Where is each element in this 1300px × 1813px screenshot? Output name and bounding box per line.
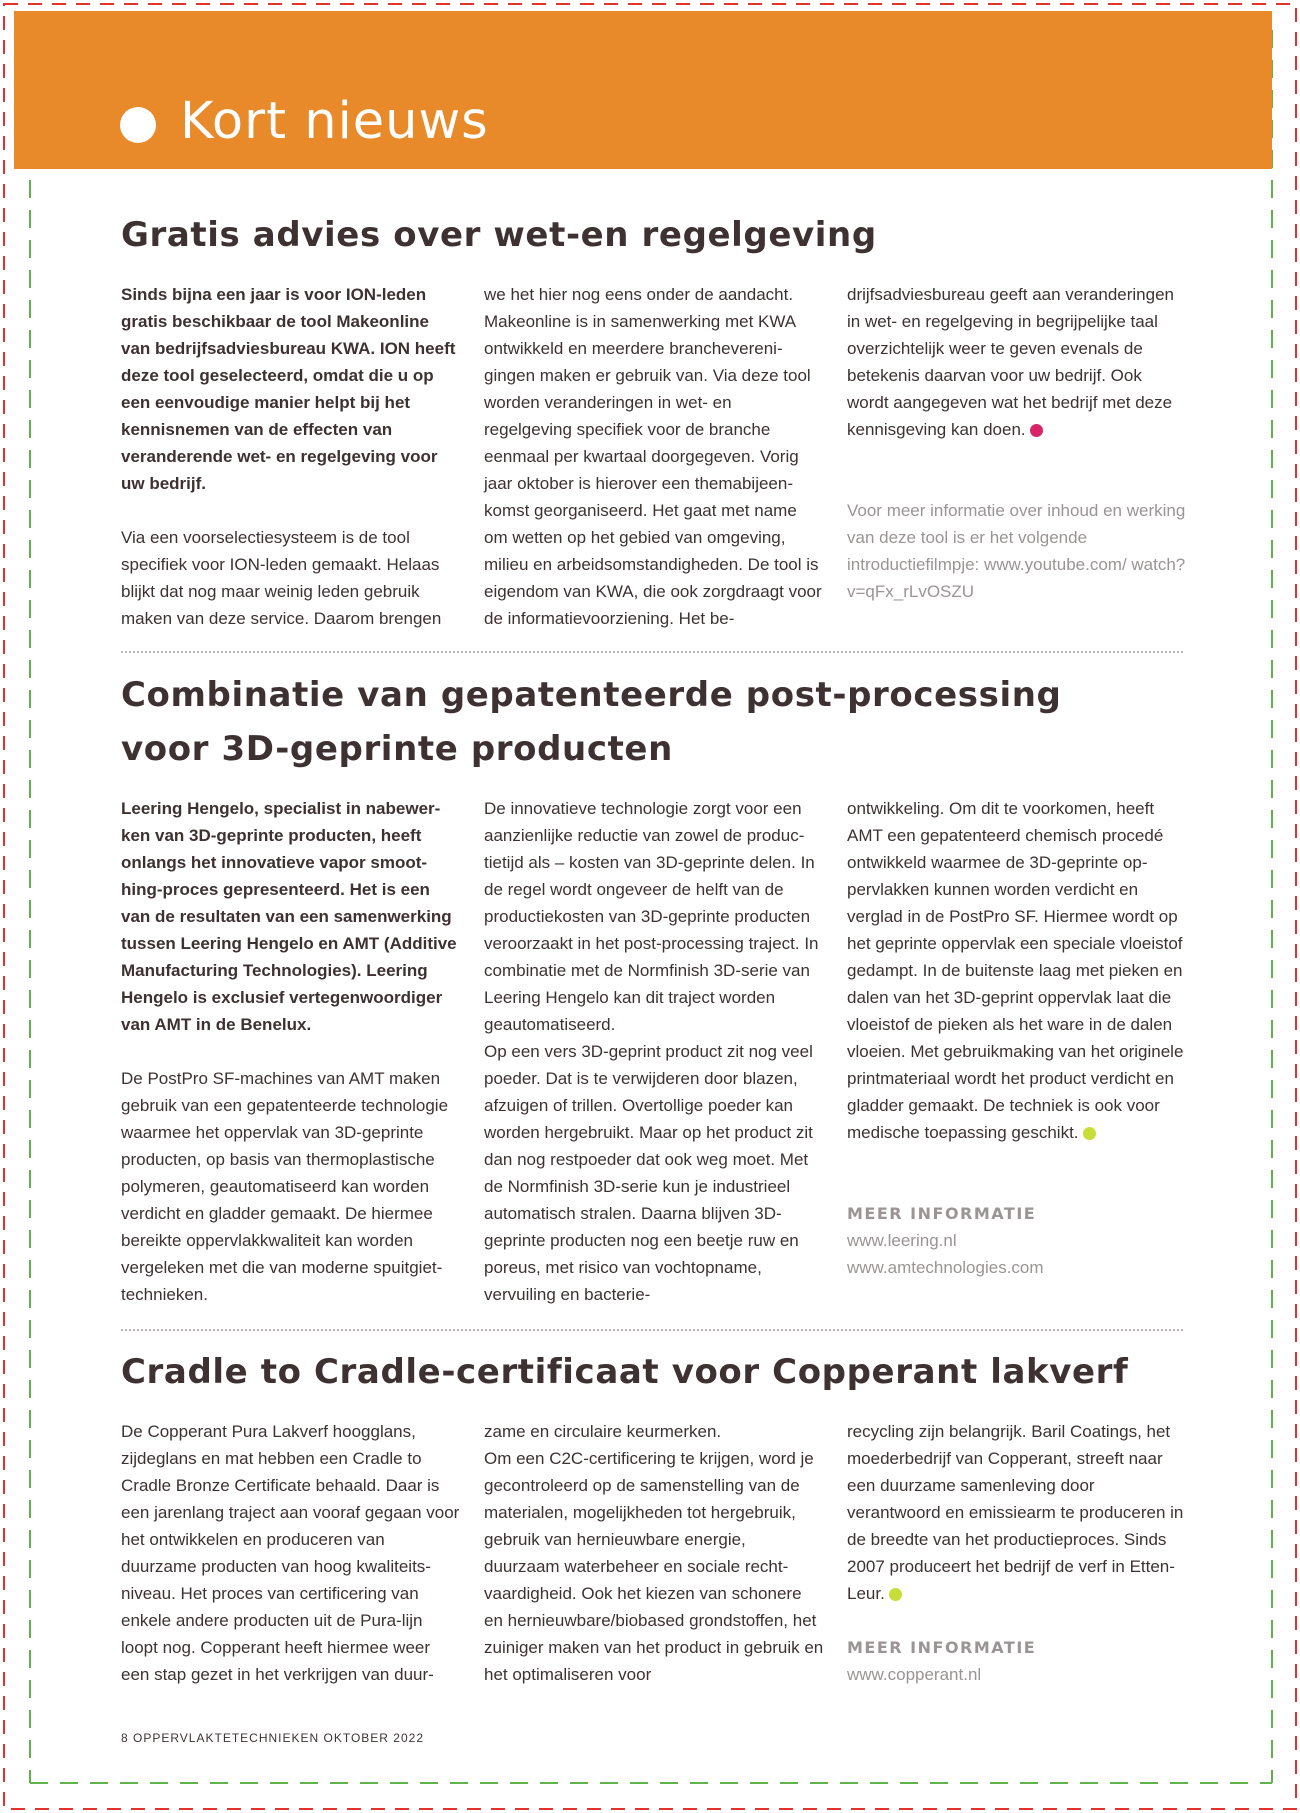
article-2-column-3 bbox=[847, 795, 1187, 1281]
article-2-column-1 bbox=[121, 795, 461, 1308]
article-3-column-3 bbox=[847, 1418, 1187, 1688]
article-3-body-3: recycling zijn belangrijk. Baril Coatings, het moederbedrijf van Copperant, streeft naar een duurzame samenleving door verantwoord en emissiearm te produceren in de breedte van het productieproces. Sinds 2007 produceert het bedrijf de verf in Etten-Leur. bbox=[847, 1422, 1184, 1603]
meer-informatie-label: MEER INFORMATIE bbox=[847, 1204, 1037, 1223]
article-2-title-line-2: voor 3D-geprinte producten bbox=[121, 729, 673, 769]
article-1-body-1: Via een voorselectiesysteem is de tool specifiek voor ION-leden gemaakt. Helaas blijkt dat nog maar weinig leden gebruik maken van deze service. Daarom brengen bbox=[121, 528, 442, 628]
page-footer: 8 OPPERVLAKTETECHNIEKEN OKTOBER 2022 bbox=[121, 1731, 424, 1745]
section-divider bbox=[121, 1329, 1183, 1331]
article-3-body-2b: Om een C2C-certificering te krijgen, word je gecontroleerd op de samenstelling van de materialen, mogelijkheden tot hergebruik, gebruik van hernieuwbare energie, duurzaam waterbeheer en sociale rechtvaardigheid. Ook het kiezen van schonere en hernieuwbare/biobased grondstoffen, het zuiniger maken van het product in gebruik en het optimaliseren voor bbox=[484, 1449, 824, 1684]
article-1-body-3: drijfsadviesbureau geeft aan veranderingen in wet- en regelgeving in begrijpelijke taal overzichtelijk weer te geven evenals de betekenis daarvan voor uw bedrijf. Ook wordt aangegeven wat het bedrijf met deze kennisgeving kan doen. bbox=[847, 285, 1175, 439]
banner-bullet-icon bbox=[120, 107, 156, 143]
article-1-info: Voor meer informatie over inhoud en werking van deze tool is er het volgende introductiefilmpje: www.youtube.com/ watch?v=qFx_rLvOSZU bbox=[847, 501, 1186, 601]
section-divider bbox=[121, 651, 1183, 653]
article-2-body-2b: Op een vers 3D-geprint product zit nog veel poeder. Dat is te verwijderen door blazen, afzuigen of trillen. Overtollige poeder kan worden hergebruikt. Maar op het product zit dan nog restpoeder dat ook weg moet. Met de Normfinish 3D-serie kun je industrieel automatisch stralen. Daarna blijven 3D-geprinte producten nog een beetje ruw en poreus, met risico van vochtopname, vervuiling en bacterie- bbox=[484, 1042, 813, 1304]
article-1-column-1 bbox=[121, 281, 461, 632]
article-2-body-2a: De innovatieve technologie zorgt voor een aanzienlijke reductie van zowel de productietijd als – kosten van 3D-geprinte delen. In de regel wordt ongeveer de helft van de productiekosten van 3D-geprinte producten veroorzaakt in het post-processing traject. In combinatie met de Normfinish 3D-serie van Leering Hengelo kan dit traject worden geautomatiseerd. bbox=[484, 799, 819, 1034]
article-2-column-2 bbox=[484, 795, 824, 1308]
article-3-column-1 bbox=[121, 1418, 461, 1688]
article-1-body-2: we het hier nog eens onder de aandacht. Makeonline is in samenwerking met KWA ontwikkeld en meerdere brancheverenigingen maken er gebruik van. Via deze tool worden veranderingen in wet- en regelgeving specifiek voor de branche eenmaal per kwartaal doorgegeven. Vorig jaar oktober is hierover een themabijeenkomst georganiseerd. Het gaat met name om wetten op het gebied van omgeving, milieu en arbeidsomstandigheden. De tool is eigendom van KWA, die ook zorgdraagt voor de informatievoorziening. Het be- bbox=[484, 285, 822, 628]
article-3-body-2a: zame en circulaire keurmerken. bbox=[484, 1422, 722, 1441]
link-copperant[interactable]: www.copperant.nl bbox=[847, 1665, 982, 1684]
article-2-body-1: De PostPro SF-machines van AMT maken gebruik van een gepatenteerde technologie waarmee het oppervlak van 3D-geprinte producten, op basis van thermoplastische polymeren, geautomatiseerd kan worden verdicht en gladder gemaakt. De hiermee bereikte oppervlakkwaliteit kan worden vergeleken met die van moderne spuitgiet-technieken. bbox=[121, 1069, 449, 1304]
article-1-title: Gratis advies over wet-en regelgeving bbox=[121, 215, 877, 255]
article-2-body-3: ontwikkeling. Om dit te voorkomen, heeft AMT een gepatenteerd chemisch procedé ontwikkeld waarmee de 3D-geprinte oppervlakken kunnen worden verdicht en verglad in de PostPro SF. Hiermee wordt op het geprinte oppervlak een speciale vloeistof gedampt. In de buitenste laag met pieken en dalen van het 3D-geprint oppervlak laat die vloeistof de pieken als het ware in de dalen vloeien. Met gebruikmaking van het originele printmateriaal wordt het product verdicht en gladder gemaakt. De techniek is ook voor medische toepassing geschikt. bbox=[847, 799, 1184, 1142]
article-3-column-2 bbox=[484, 1418, 824, 1688]
link-leering[interactable]: www.leering.nl bbox=[847, 1231, 957, 1250]
end-bullet-icon bbox=[889, 1588, 902, 1601]
end-bullet-icon bbox=[1030, 424, 1043, 437]
article-1-lead: Sinds bijna een jaar is voor ION-leden gratis beschikbaar de tool Makeonline van bedrijfsadviesbureau KWA. ION heeft deze tool geselecteerd, omdat die u op een eenvoudige manier helpt bij het kennisnemen van de effecten van veranderende wet- en regelgeving voor uw bedrijf. bbox=[121, 285, 456, 493]
article-2-lead: Leering Hengelo, specialist in nabewerken van 3D-geprinte producten, heeft onlangs het innovatieve vapor smoothing-proces gepresenteerd. Het is een van de resultaten van een samenwerking tussen Leering Hengelo en AMT (Additive Manufacturing Technologies). Leering Hengelo is exclusief vertegenwoordiger van AMT in de Benelux. bbox=[121, 799, 457, 1034]
meer-informatie-label: MEER INFORMATIE bbox=[847, 1638, 1037, 1657]
banner-title: Kort nieuws bbox=[180, 92, 489, 151]
article-3-body-1: De Copperant Pura Lakverf hoogglans, zijdeglans en mat hebben een Cradle to Cradle Bronze Certificate behaald. Daar is een jarenlang traject aan vooraf gegaan voor het ontwikkelen en produceren van duurzame producten van hoog kwaliteitsniveau. Het proces van certificering van enkele andere producten uit de Pura-lijn loopt nog. Copperant heeft hiermee weer een stap gezet in het verkrijgen van duur- bbox=[121, 1422, 460, 1684]
end-bullet-icon bbox=[1083, 1127, 1096, 1140]
article-2-title-line-1: Combinatie van gepatenteerde post-processing bbox=[121, 675, 1062, 715]
article-1-column-3 bbox=[847, 281, 1187, 605]
link-amtechnologies[interactable]: www.amtechnologies.com bbox=[847, 1258, 1044, 1277]
article-3-title: Cradle to Cradle-certificaat voor Copperant lakverf bbox=[121, 1352, 1129, 1392]
article-1-column-2 bbox=[484, 281, 824, 632]
